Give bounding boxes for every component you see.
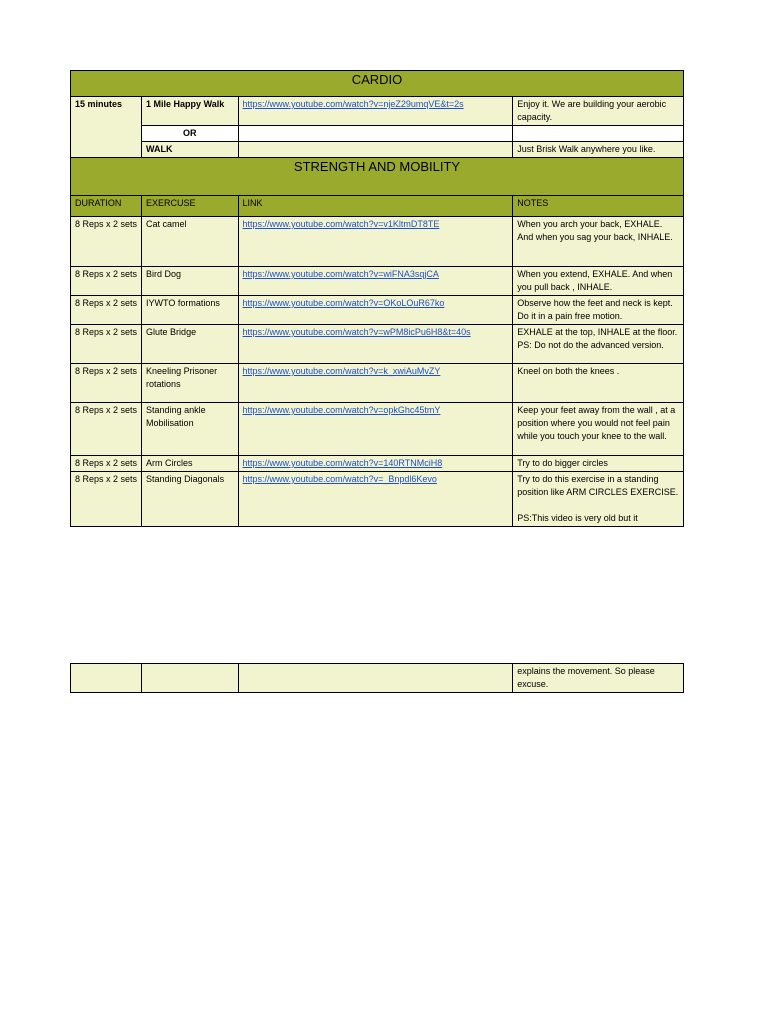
- cardio-link[interactable]: https://www.youtube.com/watch?v=njeZ29umqVE&t=2s: [242, 99, 464, 109]
- workout-table: [70, 70, 684, 527]
- row-notes: Kneel on both the knees .: [513, 364, 684, 403]
- row-link[interactable]: https://www.youtube.com/watch?v=opkGhc45tmY: [242, 405, 441, 415]
- row-link[interactable]: https://www.youtube.com/watch?v=k_xwiAuMvZY: [242, 366, 441, 376]
- row-notes-line2: PS: Do not do the advanced version.: [517, 340, 664, 350]
- row-exercise: Cat camel: [142, 217, 239, 267]
- row-notes: [513, 325, 684, 364]
- cardio-notes: Enjoy it. We are building your aerobic capacity.: [513, 97, 684, 126]
- table-row: [71, 364, 684, 403]
- cardio-or-label: OR: [142, 126, 239, 142]
- row-notes: Try to do bigger circles: [513, 456, 684, 472]
- row-duration: 8 Reps x 2 sets: [71, 403, 142, 456]
- row-link[interactable]: https://www.youtube.com/watch?v=_Bnpdl6Kevo: [242, 474, 437, 484]
- strength-title: STRENGTH AND MOBILITY: [71, 158, 684, 196]
- row-exercise: Kneeling Prisoner rotations: [142, 364, 239, 403]
- row-notes-line2: PS:This video is very old but it: [517, 513, 638, 523]
- table-row: [71, 325, 684, 364]
- row-exercise: IYWTO formations: [142, 296, 239, 325]
- cardio-duration: 15 minutes: [71, 97, 142, 158]
- row-duration: 8 Reps x 2 sets: [71, 472, 142, 527]
- row-duration: 8 Reps x 2 sets: [71, 364, 142, 403]
- cardio-exercise: 1 Mile Happy Walk: [142, 97, 239, 126]
- row-notes: [513, 472, 684, 527]
- table-row: [71, 456, 684, 472]
- row-duration: 8 Reps x 2 sets: [71, 456, 142, 472]
- row-link[interactable]: https://www.youtube.com/watch?v=v1KltmDT8TE: [242, 219, 440, 229]
- header-duration: DURATION: [71, 196, 142, 217]
- table-row: [71, 217, 684, 267]
- row-notes-line1: Try to do this exercise in a standing position like ARM CIRCLES EXERCISE.: [517, 474, 679, 497]
- row-exercise: Glute Bridge: [142, 325, 239, 364]
- row-link[interactable]: https://www.youtube.com/watch?v=wiFNA3sqjCA: [242, 269, 439, 279]
- row-link[interactable]: https://www.youtube.com/watch?v=140RTNMciH8: [242, 458, 443, 468]
- row-exercise: Standing Diagonals: [142, 472, 239, 527]
- continuation-table: [70, 663, 684, 693]
- cardio-walk-label: WALK: [142, 142, 239, 158]
- row-duration: 8 Reps x 2 sets: [71, 325, 142, 364]
- row-notes-line1: EXHALE at the top, INHALE at the floor.: [517, 327, 678, 337]
- table-row: [71, 403, 684, 456]
- table-row: [71, 296, 684, 325]
- row-duration: 8 Reps x 2 sets: [71, 267, 142, 296]
- cardio-title: CARDIO: [71, 71, 684, 97]
- header-exercise: EXERCUSE: [142, 196, 239, 217]
- row-exercise: Standing ankle Mobilisation: [142, 403, 239, 456]
- row-duration: 8 Reps x 2 sets: [71, 217, 142, 267]
- cardio-walk-notes: Just Brisk Walk anywhere you like.: [513, 142, 684, 158]
- header-notes: NOTES: [513, 196, 684, 217]
- continuation-notes: explains the movement. So please excuse.: [513, 664, 684, 693]
- row-notes: Keep your feet away from the wall , at a position where you would not feel pain while you touch your knee to the wall.: [513, 403, 684, 456]
- row-duration: 8 Reps x 2 sets: [71, 296, 142, 325]
- row-notes: When you extend, EXHALE. And when you pull back , INHALE.: [513, 267, 684, 296]
- table-row: [71, 267, 684, 296]
- row-link[interactable]: https://www.youtube.com/watch?v=OKoLOuR67ko: [242, 298, 445, 308]
- row-notes: When you arch your back, EXHALE. And when you sag your back, INHALE.: [513, 217, 684, 267]
- row-exercise: Arm Circles: [142, 456, 239, 472]
- row-link[interactable]: https://www.youtube.com/watch?v=wPM8icPu6H8&t=40s: [242, 327, 471, 337]
- row-exercise: Bird Dog: [142, 267, 239, 296]
- table-row: [71, 472, 684, 527]
- header-link: LINK: [238, 196, 513, 217]
- row-notes: Observe how the feet and neck is kept. Do it in a pain free motion.: [513, 296, 684, 325]
